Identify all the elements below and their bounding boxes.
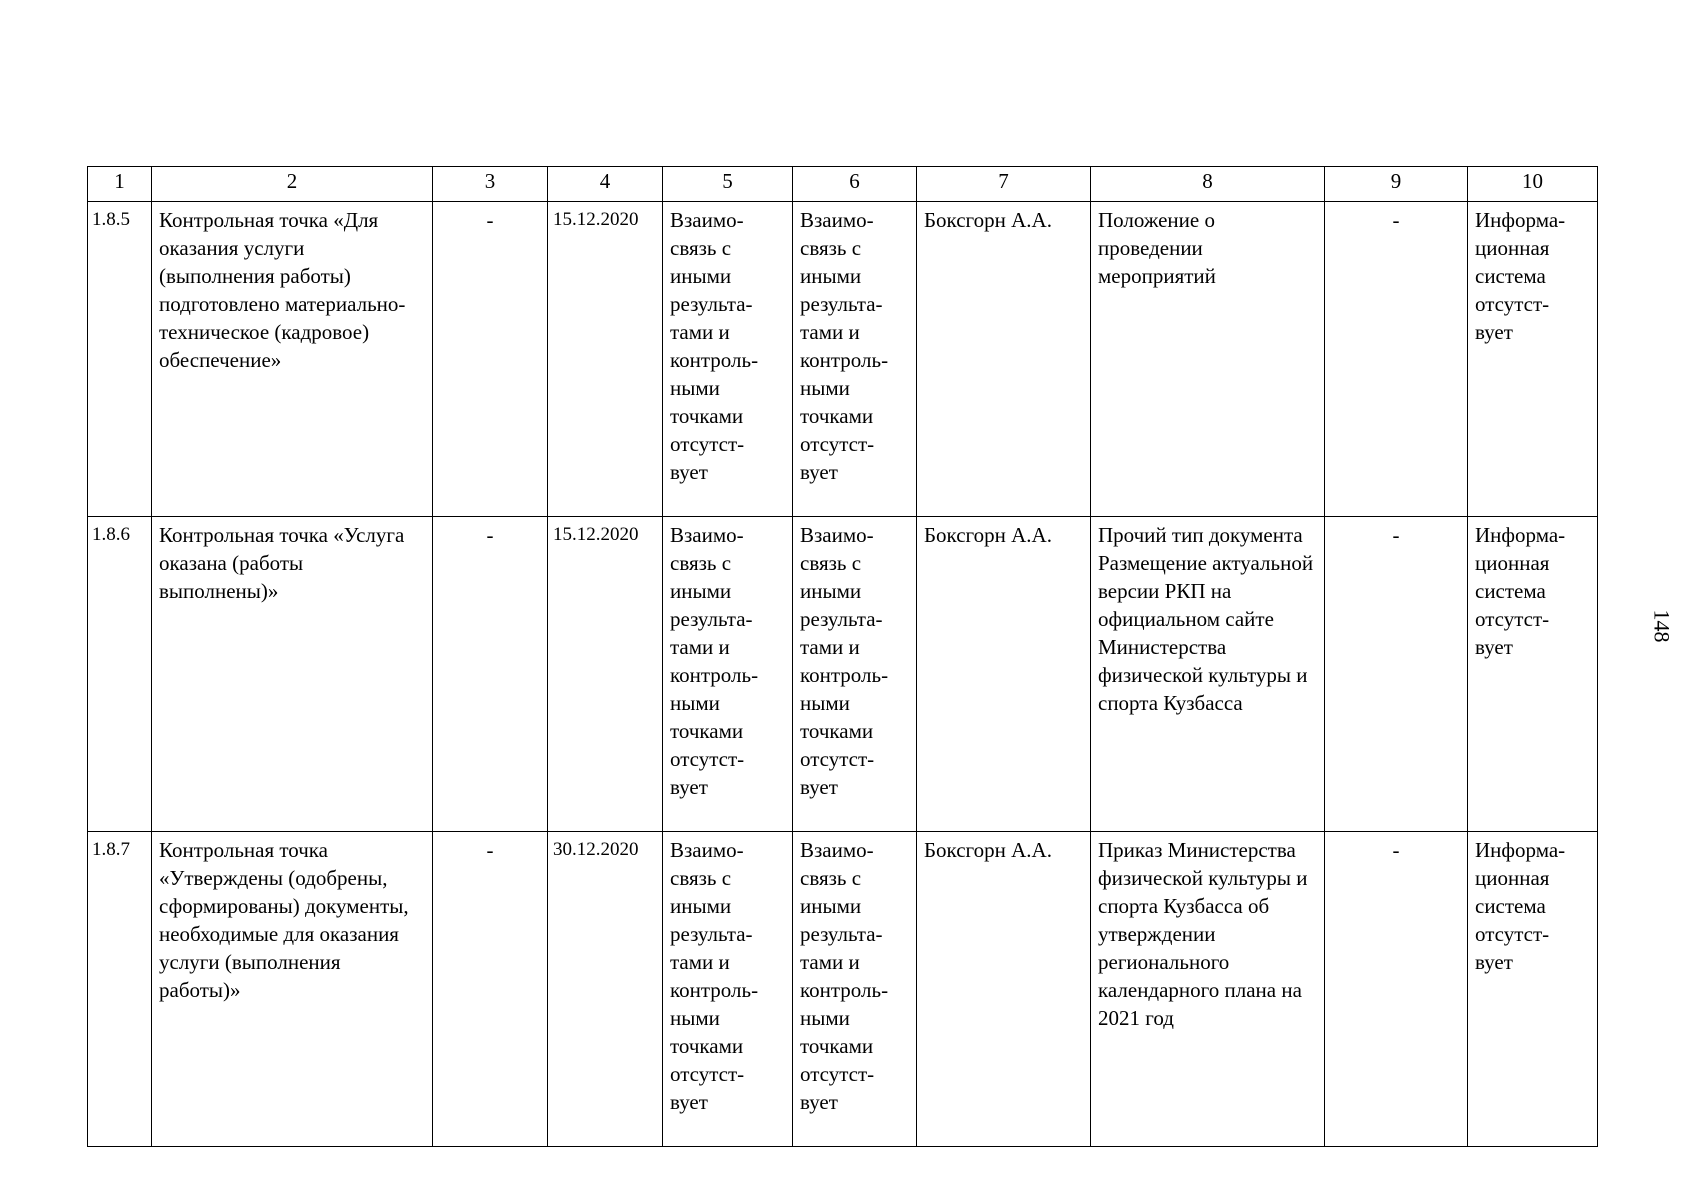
- row-number: 1.8.7: [88, 832, 152, 1147]
- information-system: Информа- ционная система отсутст- вует: [1468, 517, 1598, 832]
- table-row: [88, 832, 1598, 1147]
- information-system: Информа- ционная система отсутст- вует: [1468, 832, 1598, 1147]
- header-cell-7: 7: [917, 167, 1091, 202]
- table-header-row: [88, 167, 1598, 202]
- relation-col6: Взаимо- связь с иными результа- тами и контроль- ными точками отсутст- вует: [793, 517, 917, 832]
- responsible-person: Боксгорн А.А.: [917, 202, 1091, 517]
- relation-col6: Взаимо- связь с иными результа- тами и контроль- ными точками отсутст- вует: [793, 832, 917, 1147]
- confirming-document: Прочий тип документа Размещение актуальной версии РКП на официальном сайте Министерства физической культуры и спорта Кузбасса: [1091, 517, 1325, 832]
- col3-value: -: [433, 202, 548, 517]
- confirming-document: Приказ Министерства физической культуры и спорта Кузбасса об утверждении регионального календарного плана на 2021 год: [1091, 832, 1325, 1147]
- relation-col5: Взаимо- связь с иными результа- тами и контроль- ными точками отсутст- вует: [663, 832, 793, 1147]
- confirming-document: Положение о проведении мероприятий: [1091, 202, 1325, 517]
- deadline-date: 15.12.2020: [548, 517, 663, 832]
- relation-col5: Взаимо- связь с иными результа- тами и контроль- ными точками отсутст- вует: [663, 517, 793, 832]
- col3-value: -: [433, 832, 548, 1147]
- deadline-date: 30.12.2020: [548, 832, 663, 1147]
- header-cell-2: 2: [152, 167, 433, 202]
- responsible-person: Боксгорн А.А.: [917, 517, 1091, 832]
- header-cell-8: 8: [1091, 167, 1325, 202]
- header-cell-3: 3: [433, 167, 548, 202]
- deadline-date: 15.12.2020: [548, 202, 663, 517]
- control-points-table: [87, 166, 1598, 1147]
- header-cell-6: 6: [793, 167, 917, 202]
- control-point-name: Контрольная точка «Утверждены (одобрены, сформированы) документы, необходимые для оказания услуги (выполнения работы)»: [152, 832, 433, 1147]
- header-cell-5: 5: [663, 167, 793, 202]
- relation-col5: Взаимо- связь с иными результа- тами и контроль- ными точками отсутст- вует: [663, 202, 793, 517]
- table-row: [88, 202, 1598, 517]
- col9-value: -: [1325, 517, 1468, 832]
- control-point-name: Контрольная точка «Для оказания услуги (выполнения работы) подготовлено материально-техническое (кадровое) обеспечение»: [152, 202, 433, 517]
- header-cell-10: 10: [1468, 167, 1598, 202]
- col3-value: -: [433, 517, 548, 832]
- row-number: 1.8.6: [88, 517, 152, 832]
- col9-value: -: [1325, 832, 1468, 1147]
- information-system: Информа- ционная система отсутст- вует: [1468, 202, 1598, 517]
- table-row: [88, 517, 1598, 832]
- header-cell-4: 4: [548, 167, 663, 202]
- col9-value: -: [1325, 202, 1468, 517]
- row-number: 1.8.5: [88, 202, 152, 517]
- control-point-name: Контрольная точка «Услуга оказана (работы выполнены)»: [152, 517, 433, 832]
- relation-col6: Взаимо- связь с иными результа- тами и контроль- ными точками отсутст- вует: [793, 202, 917, 517]
- page-number: 148: [1649, 609, 1675, 643]
- header-cell-1: 1: [88, 167, 152, 202]
- responsible-person: Боксгорн А.А.: [917, 832, 1091, 1147]
- header-cell-9: 9: [1325, 167, 1468, 202]
